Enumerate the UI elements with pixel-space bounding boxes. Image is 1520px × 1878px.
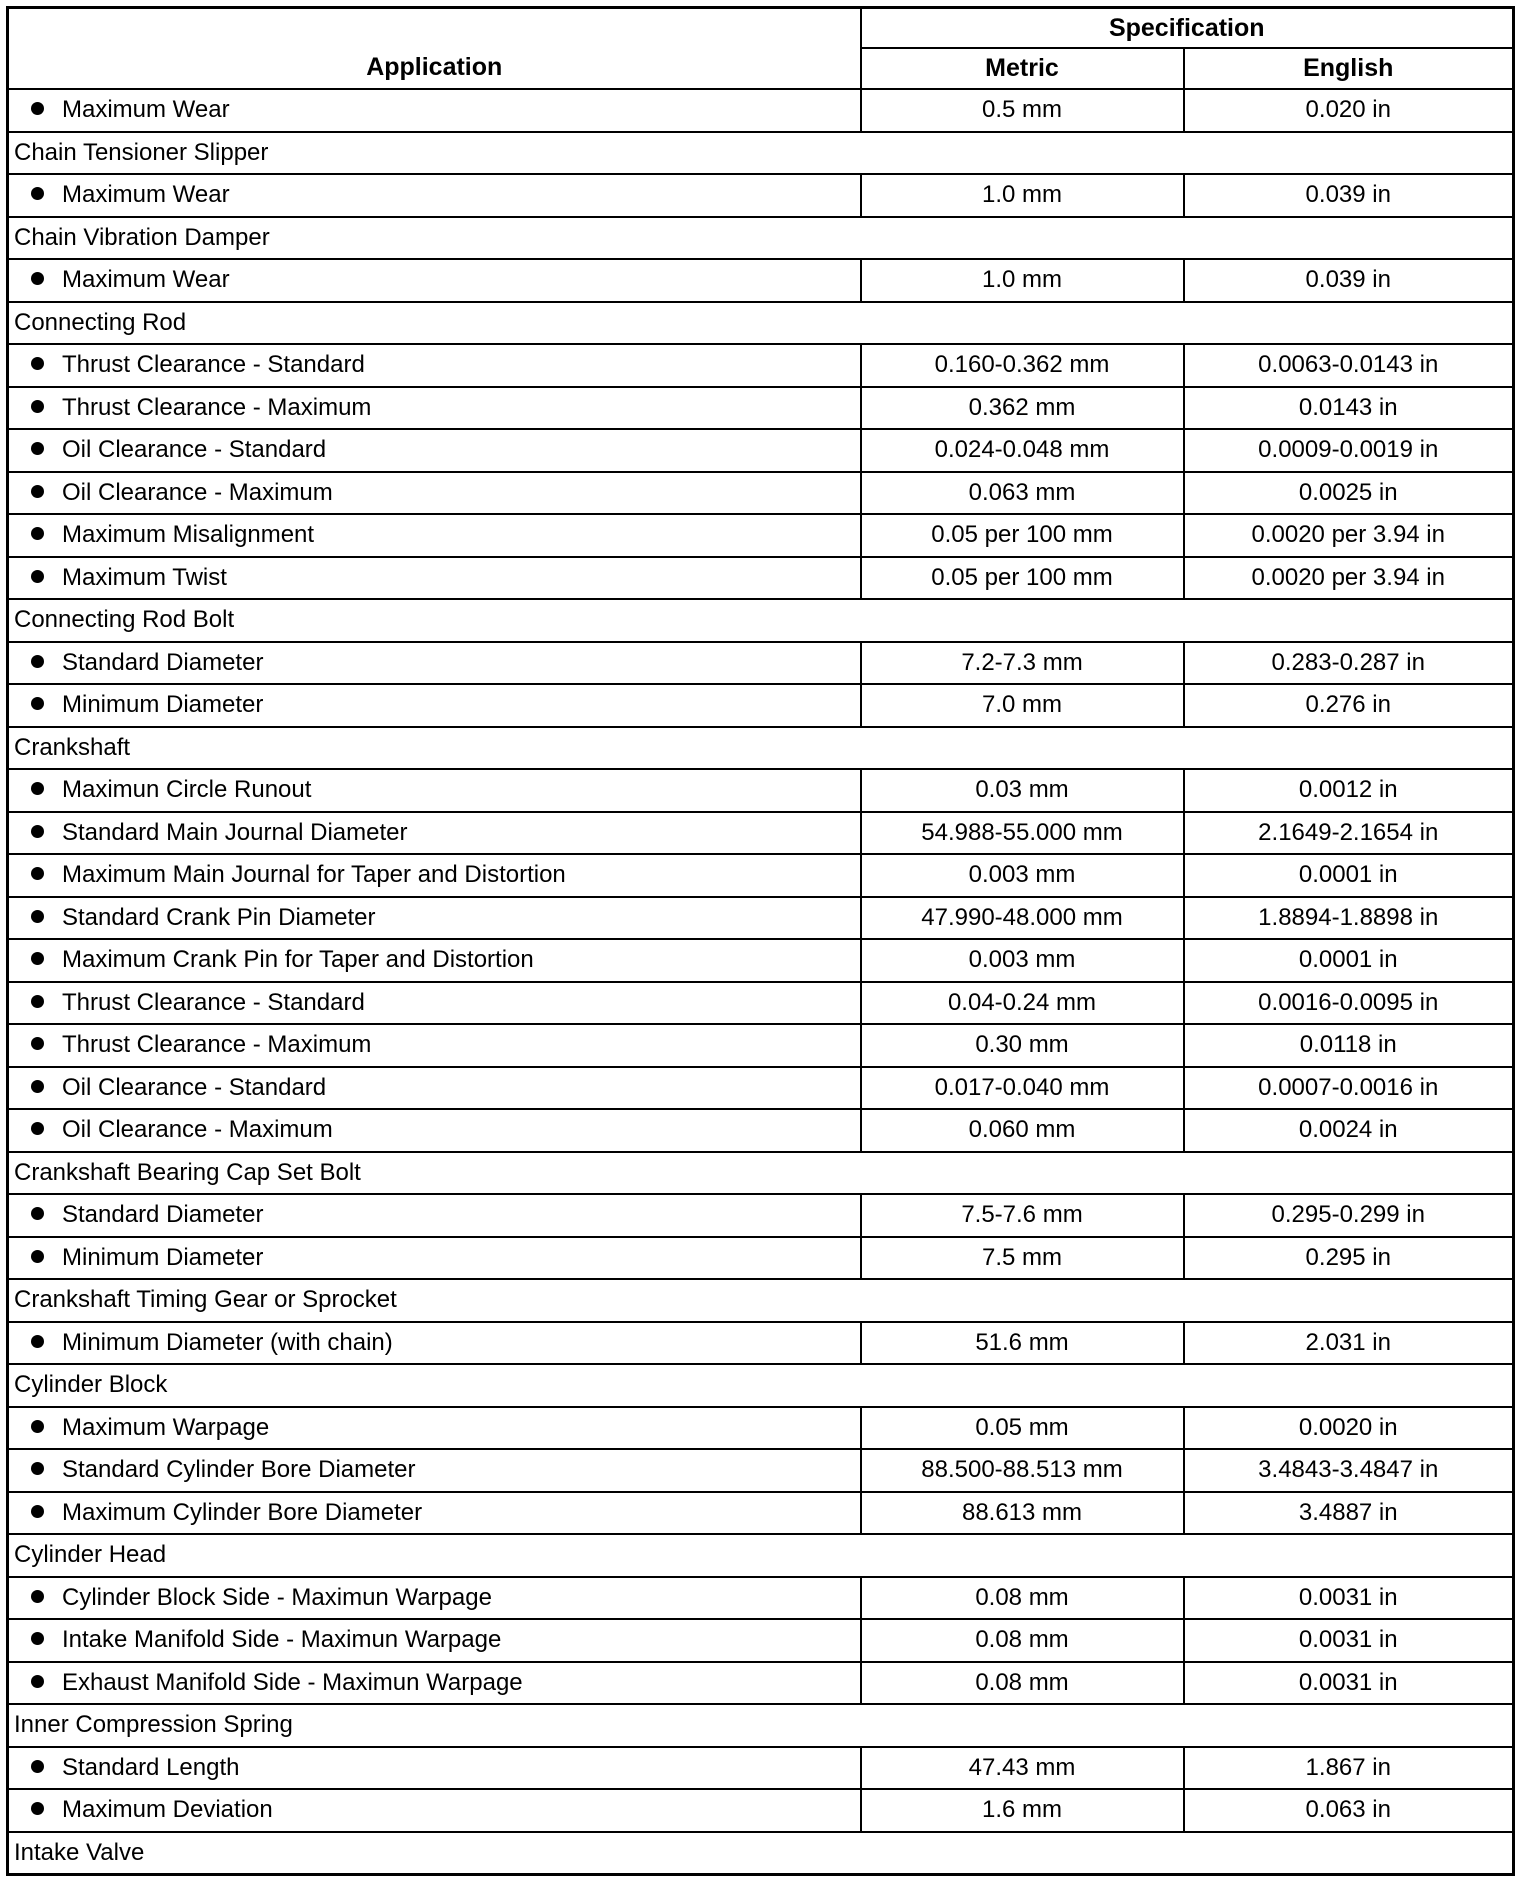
table-row xyxy=(8,1109,1514,1152)
bullet-icon xyxy=(31,1505,44,1518)
english-value: 0.0009-0.0019 in xyxy=(1184,429,1514,472)
english-value: 0.0020 in xyxy=(1184,1407,1514,1450)
metric-value: 0.5 mm xyxy=(861,89,1184,132)
application-cell xyxy=(8,684,861,727)
bullet-icon xyxy=(31,952,44,965)
application-cell xyxy=(8,1449,861,1492)
application-label: Maximun Circle Runout xyxy=(62,776,312,804)
english-value: 0.0007-0.0016 in xyxy=(1184,1067,1514,1110)
table-row xyxy=(8,1747,1514,1790)
bullet-icon xyxy=(31,1462,44,1475)
table-row xyxy=(8,174,1514,217)
english-value: 0.0020 per 3.94 in xyxy=(1184,514,1514,557)
table-row xyxy=(8,684,1514,727)
section-label: Chain Vibration Damper xyxy=(8,217,1514,260)
metric-value: 0.05 per 100 mm xyxy=(861,514,1184,557)
metric-value: 0.024-0.048 mm xyxy=(861,429,1184,472)
table-row xyxy=(8,1237,1514,1280)
bullet-icon xyxy=(31,1037,44,1050)
metric-value: 0.362 mm xyxy=(861,387,1184,430)
metric-value: 0.003 mm xyxy=(861,854,1184,897)
section-label: Cylinder Head xyxy=(8,1534,1514,1577)
section-row xyxy=(8,1364,1514,1407)
english-value: 0.0118 in xyxy=(1184,1024,1514,1067)
metric-value: 47.43 mm xyxy=(861,1747,1184,1790)
application-cell xyxy=(8,1662,861,1705)
section-label: Crankshaft Timing Gear or Sprocket xyxy=(8,1279,1514,1322)
application-label: Oil Clearance - Standard xyxy=(62,436,327,464)
english-value: 0.063 in xyxy=(1184,1789,1514,1832)
bullet-icon xyxy=(31,1802,44,1815)
section-row xyxy=(8,132,1514,175)
table-header xyxy=(8,8,1514,90)
application-label: Standard Cylinder Bore Diameter xyxy=(62,1456,416,1484)
english-value: 0.0001 in xyxy=(1184,939,1514,982)
table-row xyxy=(8,939,1514,982)
english-value: 0.0143 in xyxy=(1184,387,1514,430)
application-label: Standard Length xyxy=(62,1753,240,1781)
english-value: 0.020 in xyxy=(1184,89,1514,132)
english-value: 0.295-0.299 in xyxy=(1184,1194,1514,1237)
metric-value: 7.0 mm xyxy=(861,684,1184,727)
specification-header: Specification xyxy=(861,8,1514,49)
section-row xyxy=(8,727,1514,770)
metric-value: 0.08 mm xyxy=(861,1662,1184,1705)
table-row xyxy=(8,1492,1514,1535)
bullet-icon xyxy=(31,995,44,1008)
metric-value: 0.03 mm xyxy=(861,769,1184,812)
section-row xyxy=(8,217,1514,260)
application-cell xyxy=(8,557,861,600)
english-value: 0.0024 in xyxy=(1184,1109,1514,1152)
application-label: Maximum Wear xyxy=(62,181,230,209)
metric-value: 0.063 mm xyxy=(861,472,1184,515)
application-cell xyxy=(8,472,861,515)
metric-value: 7.2-7.3 mm xyxy=(861,642,1184,685)
metric-value: 47.990-48.000 mm xyxy=(861,897,1184,940)
application-label: Maximum Main Journal for Taper and Distortion xyxy=(62,861,566,889)
metric-value: 7.5-7.6 mm xyxy=(861,1194,1184,1237)
bullet-icon xyxy=(31,867,44,880)
application-label: Maximum Twist xyxy=(62,563,227,591)
table-row xyxy=(8,89,1514,132)
application-label: Intake Manifold Side - Maximun Warpage xyxy=(62,1626,502,1654)
application-cell xyxy=(8,1492,861,1535)
table-row xyxy=(8,897,1514,940)
bullet-icon xyxy=(31,1675,44,1688)
application-cell xyxy=(8,854,861,897)
application-label: Minimum Diameter xyxy=(62,691,264,719)
table-row xyxy=(8,642,1514,685)
english-value: 0.0031 in xyxy=(1184,1662,1514,1705)
bullet-icon xyxy=(31,697,44,710)
application-label: Standard Diameter xyxy=(62,1201,264,1229)
section-label: Connecting Rod xyxy=(8,302,1514,345)
english-value: 1.867 in xyxy=(1184,1747,1514,1790)
english-value: 2.031 in xyxy=(1184,1322,1514,1365)
bullet-icon xyxy=(31,825,44,838)
application-label: Oil Clearance - Maximum xyxy=(62,1116,333,1144)
bullet-icon xyxy=(31,1207,44,1220)
english-value: 0.295 in xyxy=(1184,1237,1514,1280)
application-cell xyxy=(8,1194,861,1237)
application-label: Maximum Misalignment xyxy=(62,521,315,549)
table-row xyxy=(8,1024,1514,1067)
application-cell xyxy=(8,939,861,982)
section-row xyxy=(8,1152,1514,1195)
bullet-icon xyxy=(31,1122,44,1135)
section-row xyxy=(8,1534,1514,1577)
section-label: Intake Valve xyxy=(8,1832,1514,1875)
metric-value: 0.160-0.362 mm xyxy=(861,344,1184,387)
metric-value: 0.060 mm xyxy=(861,1109,1184,1152)
application-label: Cylinder Block Side - Maximun Warpage xyxy=(62,1583,492,1611)
english-value: 0.0012 in xyxy=(1184,769,1514,812)
application-label: Thrust Clearance - Standard xyxy=(62,351,365,379)
section-row xyxy=(8,1279,1514,1322)
section-label: Inner Compression Spring xyxy=(8,1704,1514,1747)
bullet-icon xyxy=(31,102,44,115)
section-label: Connecting Rod Bolt xyxy=(8,599,1514,642)
table-row xyxy=(8,1322,1514,1365)
section-row xyxy=(8,1832,1514,1875)
bullet-icon xyxy=(31,527,44,540)
application-cell xyxy=(8,174,861,217)
section-row xyxy=(8,599,1514,642)
application-cell xyxy=(8,1407,861,1450)
specification-table xyxy=(6,6,1515,1876)
application-cell xyxy=(8,1237,861,1280)
application-cell xyxy=(8,812,861,855)
application-cell xyxy=(8,1322,861,1365)
bullet-icon xyxy=(31,357,44,370)
application-label: Thrust Clearance - Standard xyxy=(62,988,365,1016)
application-label: Standard Main Journal Diameter xyxy=(62,818,408,846)
application-cell xyxy=(8,1789,861,1832)
metric-value: 0.05 mm xyxy=(861,1407,1184,1450)
bullet-icon xyxy=(31,782,44,795)
bullet-icon xyxy=(31,1760,44,1773)
application-cell xyxy=(8,769,861,812)
application-cell xyxy=(8,897,861,940)
metric-value: 7.5 mm xyxy=(861,1237,1184,1280)
english-value: 0.0063-0.0143 in xyxy=(1184,344,1514,387)
application-cell xyxy=(8,1067,861,1110)
english-value: 3.4887 in xyxy=(1184,1492,1514,1535)
english-value: 2.1649-2.1654 in xyxy=(1184,812,1514,855)
bullet-icon xyxy=(31,1250,44,1263)
application-cell xyxy=(8,514,861,557)
table-row xyxy=(8,1407,1514,1450)
metric-value: 51.6 mm xyxy=(861,1322,1184,1365)
metric-value: 0.08 mm xyxy=(861,1577,1184,1620)
metric-value: 0.08 mm xyxy=(861,1619,1184,1662)
application-cell xyxy=(8,1619,861,1662)
bullet-icon xyxy=(31,1335,44,1348)
bullet-icon xyxy=(31,570,44,583)
application-cell xyxy=(8,642,861,685)
application-label: Standard Crank Pin Diameter xyxy=(62,903,376,931)
application-cell xyxy=(8,982,861,1025)
english-value: 0.0016-0.0095 in xyxy=(1184,982,1514,1025)
application-label: Oil Clearance - Standard xyxy=(62,1073,327,1101)
metric-value: 88.500-88.513 mm xyxy=(861,1449,1184,1492)
english-value: 0.283-0.287 in xyxy=(1184,642,1514,685)
application-label: Thrust Clearance - Maximum xyxy=(62,393,372,421)
application-label: Standard Diameter xyxy=(62,648,264,676)
section-label: Cylinder Block xyxy=(8,1364,1514,1407)
table-row xyxy=(8,514,1514,557)
table-row xyxy=(8,1662,1514,1705)
bullet-icon xyxy=(31,1590,44,1603)
section-label: Crankshaft Bearing Cap Set Bolt xyxy=(8,1152,1514,1195)
metric-value: 0.04-0.24 mm xyxy=(861,982,1184,1025)
application-cell xyxy=(8,344,861,387)
table-row xyxy=(8,344,1514,387)
bullet-icon xyxy=(31,485,44,498)
application-cell xyxy=(8,1024,861,1067)
bullet-icon xyxy=(31,442,44,455)
application-cell xyxy=(8,1109,861,1152)
english-value: 0.0020 per 3.94 in xyxy=(1184,557,1514,600)
section-row xyxy=(8,1704,1514,1747)
application-label: Thrust Clearance - Maximum xyxy=(62,1031,372,1059)
table-row xyxy=(8,769,1514,812)
application-label: Maximum Wear xyxy=(62,266,230,294)
table-row xyxy=(8,982,1514,1025)
application-label: Maximum Wear xyxy=(62,96,230,124)
bullet-icon xyxy=(31,655,44,668)
section-label: Chain Tensioner Slipper xyxy=(8,132,1514,175)
english-value: 0.276 in xyxy=(1184,684,1514,727)
table-row xyxy=(8,1067,1514,1110)
bullet-icon xyxy=(31,1080,44,1093)
application-cell xyxy=(8,89,861,132)
application-label: Minimum Diameter (with chain) xyxy=(62,1328,393,1356)
application-label: Oil Clearance - Maximum xyxy=(62,478,333,506)
english-value: 0.0001 in xyxy=(1184,854,1514,897)
bullet-icon xyxy=(31,400,44,413)
section-row xyxy=(8,302,1514,345)
table-row xyxy=(8,854,1514,897)
bullet-icon xyxy=(31,272,44,285)
english-value: 0.039 in xyxy=(1184,174,1514,217)
metric-value: 0.017-0.040 mm xyxy=(861,1067,1184,1110)
metric-value: 1.0 mm xyxy=(861,174,1184,217)
table-row xyxy=(8,812,1514,855)
metric-header: Metric xyxy=(861,48,1184,89)
metric-value: 54.988-55.000 mm xyxy=(861,812,1184,855)
header-row-top xyxy=(8,8,1514,49)
bullet-icon xyxy=(31,1420,44,1433)
section-label: Crankshaft xyxy=(8,727,1514,770)
application-label: Maximum Cylinder Bore Diameter xyxy=(62,1498,423,1526)
english-value: 3.4843-3.4847 in xyxy=(1184,1449,1514,1492)
english-value: 0.0025 in xyxy=(1184,472,1514,515)
application-cell xyxy=(8,387,861,430)
application-label: Maximum Warpage xyxy=(62,1413,270,1441)
metric-value: 1.6 mm xyxy=(861,1789,1184,1832)
application-cell xyxy=(8,1577,861,1620)
metric-value: 88.613 mm xyxy=(861,1492,1184,1535)
bullet-icon xyxy=(31,910,44,923)
application-label: Maximum Deviation xyxy=(62,1796,273,1824)
table-row xyxy=(8,1449,1514,1492)
english-value: 0.0031 in xyxy=(1184,1619,1514,1662)
application-cell xyxy=(8,1747,861,1790)
metric-value: 0.30 mm xyxy=(861,1024,1184,1067)
english-header: English xyxy=(1184,48,1514,89)
metric-value: 0.05 per 100 mm xyxy=(861,557,1184,600)
table-row xyxy=(8,429,1514,472)
metric-value: 0.003 mm xyxy=(861,939,1184,982)
application-header: Application xyxy=(8,8,861,90)
metric-value: 1.0 mm xyxy=(861,259,1184,302)
table-row xyxy=(8,1619,1514,1662)
table-row xyxy=(8,387,1514,430)
english-value: 0.0031 in xyxy=(1184,1577,1514,1620)
bullet-icon xyxy=(31,187,44,200)
english-value: 1.8894-1.8898 in xyxy=(1184,897,1514,940)
table-row xyxy=(8,1577,1514,1620)
application-cell xyxy=(8,429,861,472)
application-label: Exhaust Manifold Side - Maximun Warpage xyxy=(62,1668,523,1696)
english-value: 0.039 in xyxy=(1184,259,1514,302)
table-row xyxy=(8,472,1514,515)
table-row xyxy=(8,557,1514,600)
table-body xyxy=(8,89,1514,1875)
application-label: Minimum Diameter xyxy=(62,1243,264,1271)
application-label: Maximum Crank Pin for Taper and Distortion xyxy=(62,946,534,974)
bullet-icon xyxy=(31,1632,44,1645)
application-cell xyxy=(8,259,861,302)
table-row xyxy=(8,1194,1514,1237)
table-row xyxy=(8,259,1514,302)
table-row xyxy=(8,1789,1514,1832)
